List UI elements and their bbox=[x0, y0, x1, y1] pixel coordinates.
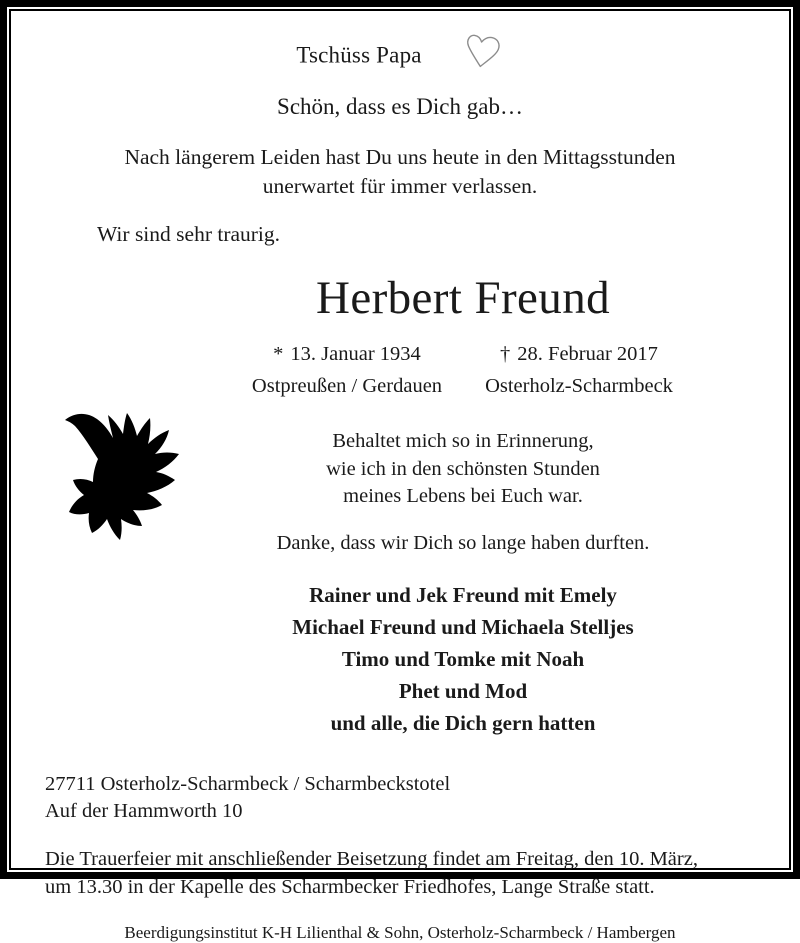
ceremony-line-2: um 13.30 in der Kapelle des Scharmbecker Friedhofes, Lange Straße statt. bbox=[45, 876, 655, 899]
family-name-line: Michael Freund und Michaela Stelljes bbox=[292, 615, 634, 640]
death-column bbox=[463, 343, 695, 398]
address-line-1: 27711 Osterholz-Scharmbeck / Scharmbeckstotel bbox=[45, 772, 451, 795]
birth-date: 13. Januar 1934 bbox=[290, 342, 421, 365]
family-name-line: Rainer und Jek Freund mit Emely bbox=[309, 582, 617, 607]
sad-line-text: Wir sind sehr traurig. bbox=[97, 222, 281, 247]
heart-outline-icon bbox=[458, 33, 504, 75]
address-line-2: Auf der Hammworth 10 bbox=[45, 799, 243, 822]
ceremony-line-1: Die Trauerfeier mit anschließender Beisetzung findet am Freitag, den 10. März, bbox=[45, 848, 698, 871]
birth-symbol-icon: * bbox=[273, 342, 284, 365]
verse-line-2: wie ich in den schönsten Stunden bbox=[326, 457, 600, 480]
lede-line-2: unerwartet für immer verlassen. bbox=[262, 173, 538, 198]
footer-block bbox=[11, 740, 789, 943]
family-name-line: und alle, die Dich gern hatten bbox=[330, 711, 596, 736]
cross-symbol-icon: † bbox=[500, 342, 511, 365]
lede-paragraph bbox=[11, 120, 789, 200]
birth-column bbox=[231, 343, 463, 398]
deceased-name: Herbert Freund bbox=[315, 272, 611, 325]
family-name-line: Phet und Mod bbox=[398, 679, 528, 704]
death-place: Osterholz-Scharmbeck bbox=[485, 374, 673, 397]
address-block bbox=[45, 771, 765, 826]
card-content-sheet bbox=[11, 11, 789, 942]
ceremony-details bbox=[45, 825, 765, 902]
undertaker-credit: Beerdigungsinstitut K-H Lilienthal & Sohn, Osterholz-Scharmbeck / Hambergen bbox=[124, 922, 676, 942]
lede-line-1: Nach längerem Leiden hast Du uns heute in den Mittagsstunden bbox=[124, 145, 676, 169]
family-names-block bbox=[11, 555, 789, 740]
birth-line bbox=[231, 343, 463, 366]
subline-text: Schön, dass es Dich gab… bbox=[277, 94, 523, 119]
birth-place: Ostpreußen / Gerdauen bbox=[251, 374, 443, 397]
death-date: 28. Februar 2017 bbox=[517, 342, 658, 365]
verse-line-3: meines Lebens bei Euch war. bbox=[343, 485, 583, 508]
salutation-row bbox=[11, 11, 789, 78]
death-line bbox=[463, 343, 695, 366]
salutation-text: Tschüss Papa bbox=[296, 42, 422, 68]
verse-line-1: Behaltet mich so in Erinnerung, bbox=[332, 429, 594, 452]
wing-silhouette-icon bbox=[49, 388, 209, 563]
deceased-name-block bbox=[11, 247, 789, 398]
life-dates-row bbox=[171, 324, 755, 398]
family-name-line: Timo und Tomke mit Noah bbox=[341, 647, 585, 672]
thanks-line: Danke, dass wir Dich so lange haben durften. bbox=[276, 531, 650, 554]
